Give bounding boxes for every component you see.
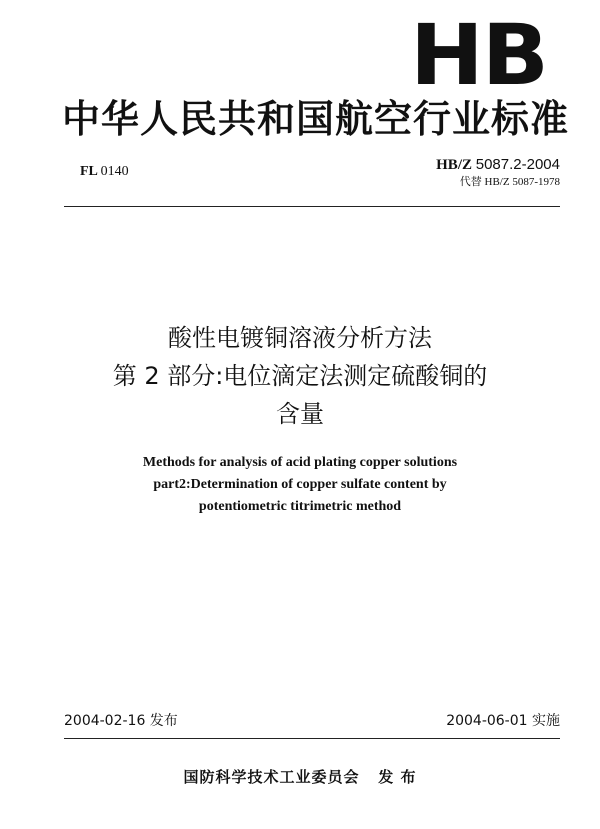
title-en-line2: part2:Determination of copper sulfate content by bbox=[153, 477, 447, 492]
title-en-line3: potentiometric titrimetric method bbox=[198, 499, 402, 514]
header-divider bbox=[64, 206, 560, 207]
title-cn-line1: 酸性电镀铜溶液分析方法 bbox=[168, 324, 432, 352]
title-cn-line2: 第 2 部分:电位滴定法测定硫酸铜的 bbox=[112, 362, 488, 390]
classification-number: 0140 bbox=[100, 164, 129, 179]
issuer-action: 发 布 bbox=[378, 768, 417, 786]
implement-date: 2004-06-01 实施 bbox=[446, 713, 560, 729]
standard-code-number: 5087.2-2004 bbox=[475, 156, 560, 173]
standard-code-block bbox=[436, 156, 560, 190]
issuer-name: 国防科学技术工业委员会 bbox=[183, 768, 360, 786]
standard-category-title: 中华人民共和国航空行业标准 bbox=[62, 97, 570, 141]
classification-code bbox=[80, 164, 129, 180]
replaces-standard: 代替 HB/Z 5087-1978 bbox=[459, 176, 560, 188]
standard-code-prefix: HB/Z bbox=[436, 157, 472, 173]
footer-divider bbox=[64, 738, 560, 739]
standard-code bbox=[436, 156, 560, 174]
issuer bbox=[0, 766, 600, 787]
issue-date: 2004-02-16 发布 bbox=[64, 713, 178, 729]
hb-logo: HB bbox=[410, 6, 547, 104]
title-cn-line3: 含量 bbox=[276, 400, 324, 428]
classification-prefix: FL bbox=[80, 164, 98, 179]
title-en-line1: Methods for analysis of acid plating copper solutions bbox=[142, 455, 458, 470]
